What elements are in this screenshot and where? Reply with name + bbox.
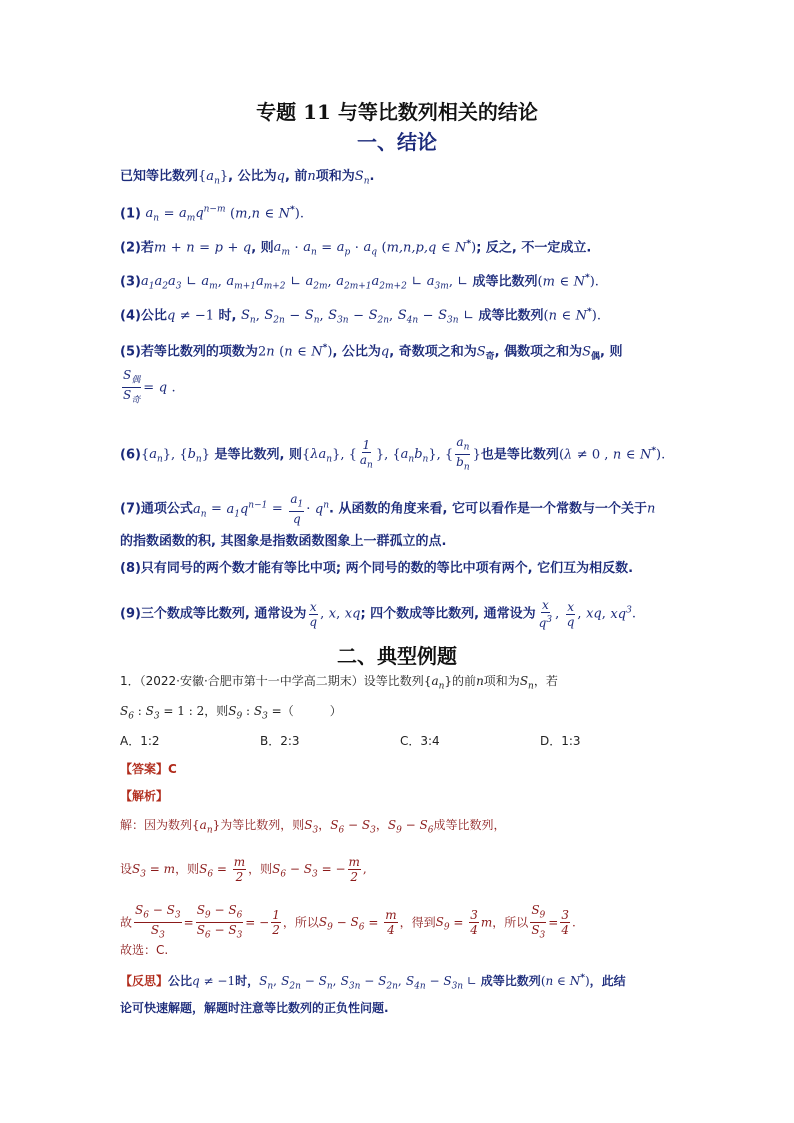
option-b: B．2:3 <box>260 734 300 748</box>
conclusion-2: (2)若m + n = p + q, 则$a_m \cdot a_n = a_p \cdot a_q$ (m,n,p,q ∈ N*); 反之, 不一定成立. <box>120 239 592 258</box>
choose-line: 故选：C. <box>120 943 169 957</box>
solution-line1: 解：因为数列$\{a_n\}$为等比数列，则$S_3$，$S_6 - S_3$，$S_9 - S_6$成等比数列， <box>120 818 506 836</box>
example-question-line1: 1．（2022·安徽·合肥市第十一中学高二期末）设等比数列$\{a_n\}$的前n项和为$S_n$，若 <box>120 674 558 692</box>
conclusion-1: (1) $a_n = a_mq^{n-m}$ (m,n ∈ N*). <box>120 205 304 224</box>
intro-line: 已知等比数列$\{a_n\}$, 公比为q, 前n项和为$S_n$. <box>120 169 375 187</box>
option-a: A．1:2 <box>120 734 160 748</box>
conclusion-4: (4)公比q ≠ −1 时, $S_n$, $S_{2n} - S_n$, $S_{3n} - S_{2n}$, $S_{4n} - S_{3n}$ ∟ 成等比数列(n ∈ N*). <box>120 307 601 326</box>
option-c: C．3:4 <box>400 734 440 748</box>
conclusion-5-formula: $\frac{S_偶}{S_奇}$ = q . <box>123 368 176 406</box>
option-d: D．1:3 <box>540 734 581 748</box>
conclusion-3: $(3)a_1a_2a_3$ ∟ $a_m$, $a_{m+1}a_{m+2}$ ∟ $a_{2m}$, $a_{2m+1}a_{2m+2}$ ∟ $a_{3m}$, ∟ 成等比数列(m ∈ N*). <box>120 273 599 292</box>
conclusion-8: (8)只有同号的两个数才能有等比中项; 两个同号的数的等比中项有两个, 它们互为相反数. <box>120 561 634 576</box>
reflection-line1: 【反思】公比q ≠ −1时，$S_n$, $S_{2n} - S_n$, $S_{3n} - S_{2n}$, $S_{4n} - S_{3n}$ ∟ 成等比数列(n ∈ N*)，此结 <box>120 973 626 992</box>
solution-line3: 故 $\frac{S_6 - S_3}{S_3}$ = $\frac{S_9 - S_6}{S_6 - S_3}$ = − $\frac{1}{2}$ ，所以$S_9 - S_6$ = $\frac{m}{4}$ ，得到$S_9$ = $\frac{3}{4}$ m，所以 $\frac{S_9}{S_3}$ = $\frac{3}{4}$ . <box>120 903 576 941</box>
analysis-label: 【解析】 <box>120 789 169 803</box>
answer-line: 【答案】C <box>120 762 177 776</box>
reflection-line2: 论可快速解题，解题时注意等比数列的正负性问题. <box>120 1001 389 1015</box>
conclusion-7: (7)通项公式$a_n = a_1q^{n-1}$ = $\frac{a_1}{q}$ · $q^n$. 从函数的角度来看, 它可以看作是一个常数与一个关于n <box>120 492 656 527</box>
document-title: 专题 11 与等比数列相关的结论 <box>256 100 538 124</box>
section-heading-conclusions: 一、结论 <box>357 130 437 154</box>
conclusion-5: (5)若等比数列的项数为2n (n ∈ N*), 公比为q, 奇数项之和为$S_奇$, 偶数项之和为$S_偶$, 则 <box>120 343 623 362</box>
example-question-line2: $S_6$ : $S_3 = 1$ : 2，则$S_9$ : $S_3$ =（ ） <box>120 704 342 722</box>
example-options <box>120 731 700 751</box>
conclusion-7-line2: 的指数函数的积, 其图象是指数函数图象上一群孤立的点. <box>120 534 447 549</box>
conclusion-9: (9)三个数成等比数列, 通常设为 $\frac{x}{q}$ , x, xq; 四个数成等比数列, 通常设为 $\frac{x}{q^3}$ , $\frac{x}{q}$ , xq, $xq^3$. <box>120 598 636 630</box>
section-heading-examples: 二、典型例题 <box>337 644 457 668</box>
conclusion-6: $(6)\{a_n\}$, $\{b_n\}$ 是等比数列, 则$\{\lambda a_n\}$, { $\frac{1}{a_n}$ }, $\{a_nb_n\}$, { $\frac{a_n}{b_n}$ }也是等比数列(λ ≠ 0 , n ∈ N*). <box>120 435 666 473</box>
solution-line2: 设$S_3 = m$，则$S_6$ = $\frac{m}{2}$ ，则$S_6 - S_3$ = − $\frac{m}{2}$ , <box>120 855 367 884</box>
